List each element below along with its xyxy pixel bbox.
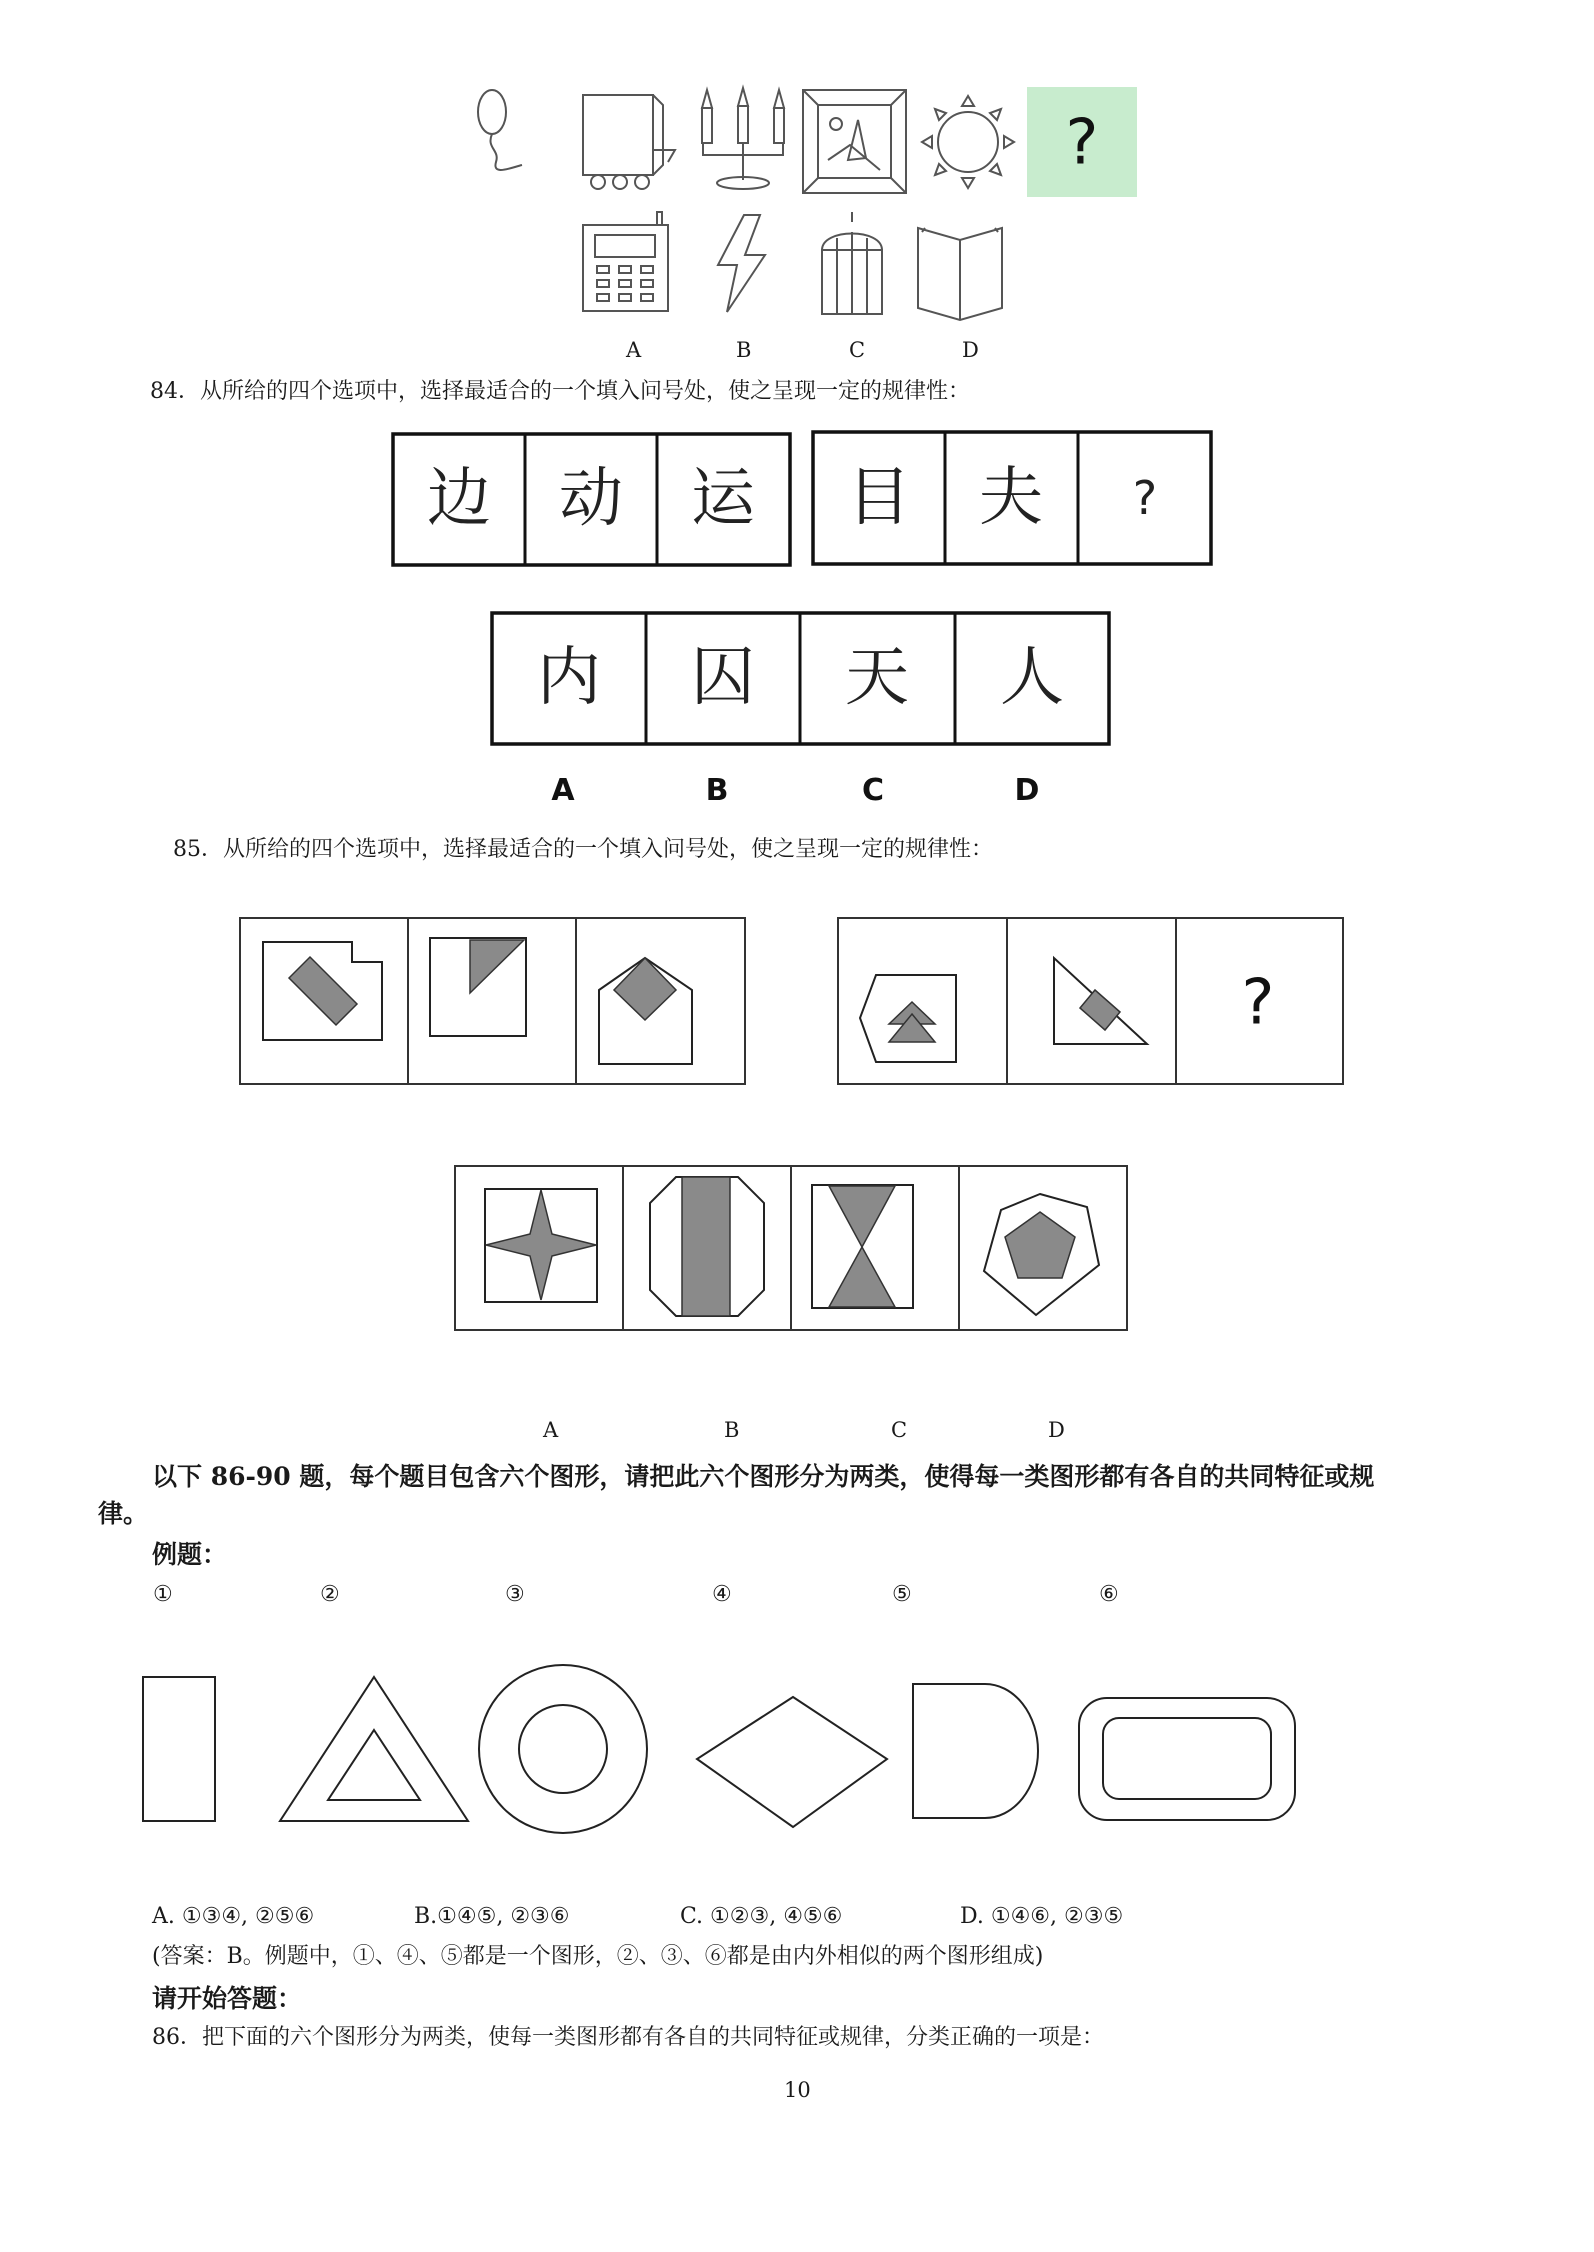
section-intro-line2: 律。 <box>98 1499 149 1528</box>
q85-options <box>455 1166 1127 1330</box>
example-answer: (答案：B。例题中，①、④、⑤都是一个图形，②、③、⑥都是由内外相似的两个图形组成) <box>152 1944 1044 1969</box>
q83-label-c: C <box>849 338 866 362</box>
q84-label-a: A <box>551 773 575 808</box>
q84-label-b: B <box>705 773 729 808</box>
q84-sequence-left <box>393 434 790 565</box>
example-choice-c: C. ①②③, ④⑤⑥ <box>680 1904 843 1929</box>
q84-char-2: 动 <box>559 462 623 536</box>
example-figure-4-diamond <box>697 1697 887 1827</box>
figure-number-1: ① <box>153 1582 173 1607</box>
q85-label-a: A <box>543 1418 559 1442</box>
q84-char-5: 夫 <box>979 461 1043 535</box>
example-figure-2-triangles <box>280 1677 468 1821</box>
figure-number-6: ⑥ <box>1099 1582 1119 1607</box>
example-figures <box>143 1665 1295 1833</box>
q84-option-d-char: 人 <box>1000 641 1064 715</box>
q85-question-mark: ? <box>1241 965 1275 1039</box>
q84-question-text: 84．从所给的四个选项中，选择最适合的一个填入问号处，使之呈现一定的规律性： <box>150 379 970 404</box>
example-label: 例题： <box>152 1540 228 1569</box>
figure-number-2: ② <box>320 1582 340 1607</box>
q84-option-c-char: 天 <box>845 641 909 715</box>
example-figure-6-rounded-rects <box>1079 1698 1295 1820</box>
q85-label-c: C <box>891 1418 908 1442</box>
q84-label-d: D <box>1014 773 1040 808</box>
q84-char-1: 边 <box>427 462 491 536</box>
q84-label-c: C <box>861 773 885 808</box>
q85-label-d: D <box>1048 1418 1065 1442</box>
book-icon <box>918 228 1002 320</box>
sun-icon <box>922 96 1014 188</box>
q84-sequence-right <box>813 432 1211 564</box>
q85-question-text: 85．从所给的四个选项中，选择最适合的一个填入问号处，使之呈现一定的规律性： <box>173 837 993 862</box>
q85-sequence-left <box>240 918 745 1084</box>
figure-number-3: ③ <box>505 1582 525 1607</box>
q85-sequence-right <box>838 918 1343 1084</box>
figure-number-5: ⑤ <box>892 1582 912 1607</box>
candelabra-icon <box>702 88 784 189</box>
box-icon <box>583 95 675 189</box>
example-figure-3-circles <box>479 1665 647 1833</box>
lightning-icon <box>718 215 765 312</box>
phone-icon <box>583 212 668 311</box>
section-intro-line1: 以下 86-90 题，每个题目包含六个图形，请把此六个图形分为两类，使得每一类图形都有各自的共同特征或规 <box>152 1462 1375 1491</box>
q84-char-3: 运 <box>691 462 755 536</box>
figure-number-4: ④ <box>712 1582 732 1607</box>
q84-char-4: 目 <box>847 461 911 535</box>
q83-label-d: D <box>962 338 979 362</box>
balloon-icon <box>478 90 522 170</box>
start-label: 请开始答题： <box>152 1984 303 2013</box>
q84-option-a-char: 内 <box>537 641 601 715</box>
q83-label-b: B <box>736 338 752 362</box>
q84-options <box>492 613 1109 808</box>
example-choice-a: A. ①③④, ②⑤⑥ <box>152 1904 315 1929</box>
picture-frame-icon <box>803 90 906 193</box>
q83-label-a: A <box>626 338 642 362</box>
example-choice-d: D. ①④⑥, ②③⑤ <box>960 1904 1124 1929</box>
q84-option-b-char: 囚 <box>691 641 755 715</box>
q83-question-mark: ? <box>1065 105 1099 179</box>
example-figure-5-d-shape <box>913 1684 1038 1818</box>
q85-label-b: B <box>724 1418 740 1442</box>
q84-question-mark: ? <box>1132 471 1158 525</box>
example-figure-1-rectangle <box>143 1677 215 1821</box>
example-choice-b: B.①④⑤, ②③⑥ <box>414 1904 570 1929</box>
q86-question-text: 86．把下面的六个图形分为两类，使每一类图形都有各自的共同特征或规律，分类正确的一项是： <box>152 2025 1104 2050</box>
q83-figure <box>478 87 1137 320</box>
page-number: 10 <box>784 2078 811 2102</box>
birdcage-icon <box>822 212 882 314</box>
